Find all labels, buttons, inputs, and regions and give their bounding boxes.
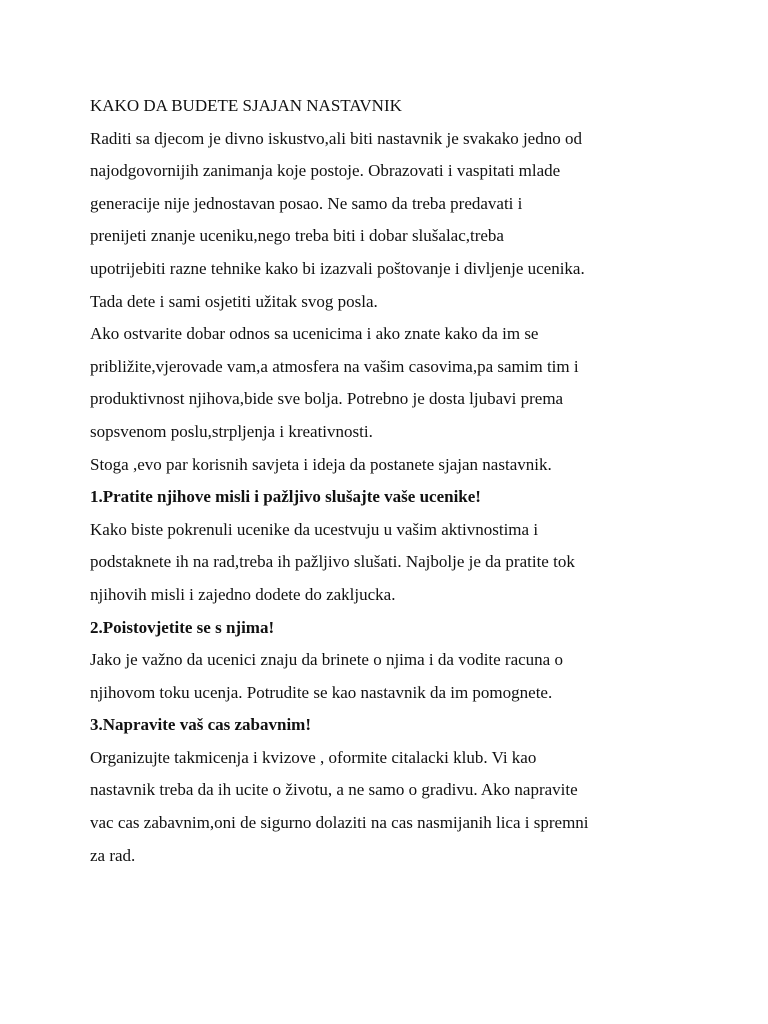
paragraph-line: produktivnost njihova,bide sve bolja. Potrebno je dosta ljubavi prema xyxy=(90,389,564,409)
document-title: KAKO DA BUDETE SJAJAN NASTAVNIK xyxy=(90,96,402,115)
paragraph-line: za rad. xyxy=(90,845,136,865)
paragraph-line: Stoga ,evo par korisnih savjeta i ideja da postanete sjajan nastavnik. xyxy=(90,454,552,474)
section-heading-2: 2.Poistovjetite se s njima! xyxy=(90,617,275,637)
paragraph-line: njihovom toku ucenja. Potrudite se kao nastavnik da im pomognete. xyxy=(90,682,553,702)
paragraph-line: Ako ostvarite dobar odnos sa ucenicima i ako znate kako da im se xyxy=(90,324,539,344)
paragraph-line: prenijeti znanje uceniku,nego treba biti i dobar slušalac,treba xyxy=(90,226,504,246)
paragraph-line: njihovih misli i zajedno dodete do zakljucka. xyxy=(90,584,396,604)
paragraph-line: Tada dete i sami osjetiti užitak svog posla. xyxy=(90,291,378,311)
paragraph-line: Organizujte takmicenja i kvizove , oformite citalacki klub. Vi kao xyxy=(90,747,537,767)
paragraph-line: Kako biste pokrenuli ucenike da ucestvuju u vašim aktivnostima i xyxy=(90,519,539,539)
paragraph-line: podstaknete ih na rad,treba ih pažljivo slušati. Najbolje je da pratite tok xyxy=(90,552,575,572)
paragraph-line: nastavnik treba da ih ucite o životu, a ne samo o gradivu. Ako napravite xyxy=(90,780,578,800)
section-heading-1: 1.Pratite njihove misli i pažljivo slušajte vaše ucenike! xyxy=(90,487,481,507)
paragraph-line: upotrijebiti razne tehnike kako bi izazvali poštovanje i divljenje ucenika. xyxy=(90,258,585,278)
paragraph-line: sopsvenom poslu,strpljenja i kreativnosti. xyxy=(90,421,373,441)
section-heading-3: 3.Napravite vaš cas zabavnim! xyxy=(90,715,311,735)
paragraph-line: generacije nije jednostavan posao. Ne samo da treba predavati i xyxy=(90,193,523,213)
paragraph-line: Raditi sa djecom je divno iskustvo,ali biti nastavnik je svakako jedno od xyxy=(90,128,582,148)
document-body xyxy=(90,90,720,872)
paragraph-line: najodgovornijih zanimanja koje postoje. Obrazovati i vaspitati mlade xyxy=(90,161,561,181)
paragraph-line: vac cas zabavnim,oni de sigurno dolaziti na cas nasmijanih lica i spremni xyxy=(90,813,589,833)
paragraph-line: Jako je važno da ucenici znaju da brinete o njima i da vodite racuna o xyxy=(90,650,563,670)
paragraph-line: približite,vjerovade vam,a atmosfera na vašim casovima,pa samim tim i xyxy=(90,356,579,376)
